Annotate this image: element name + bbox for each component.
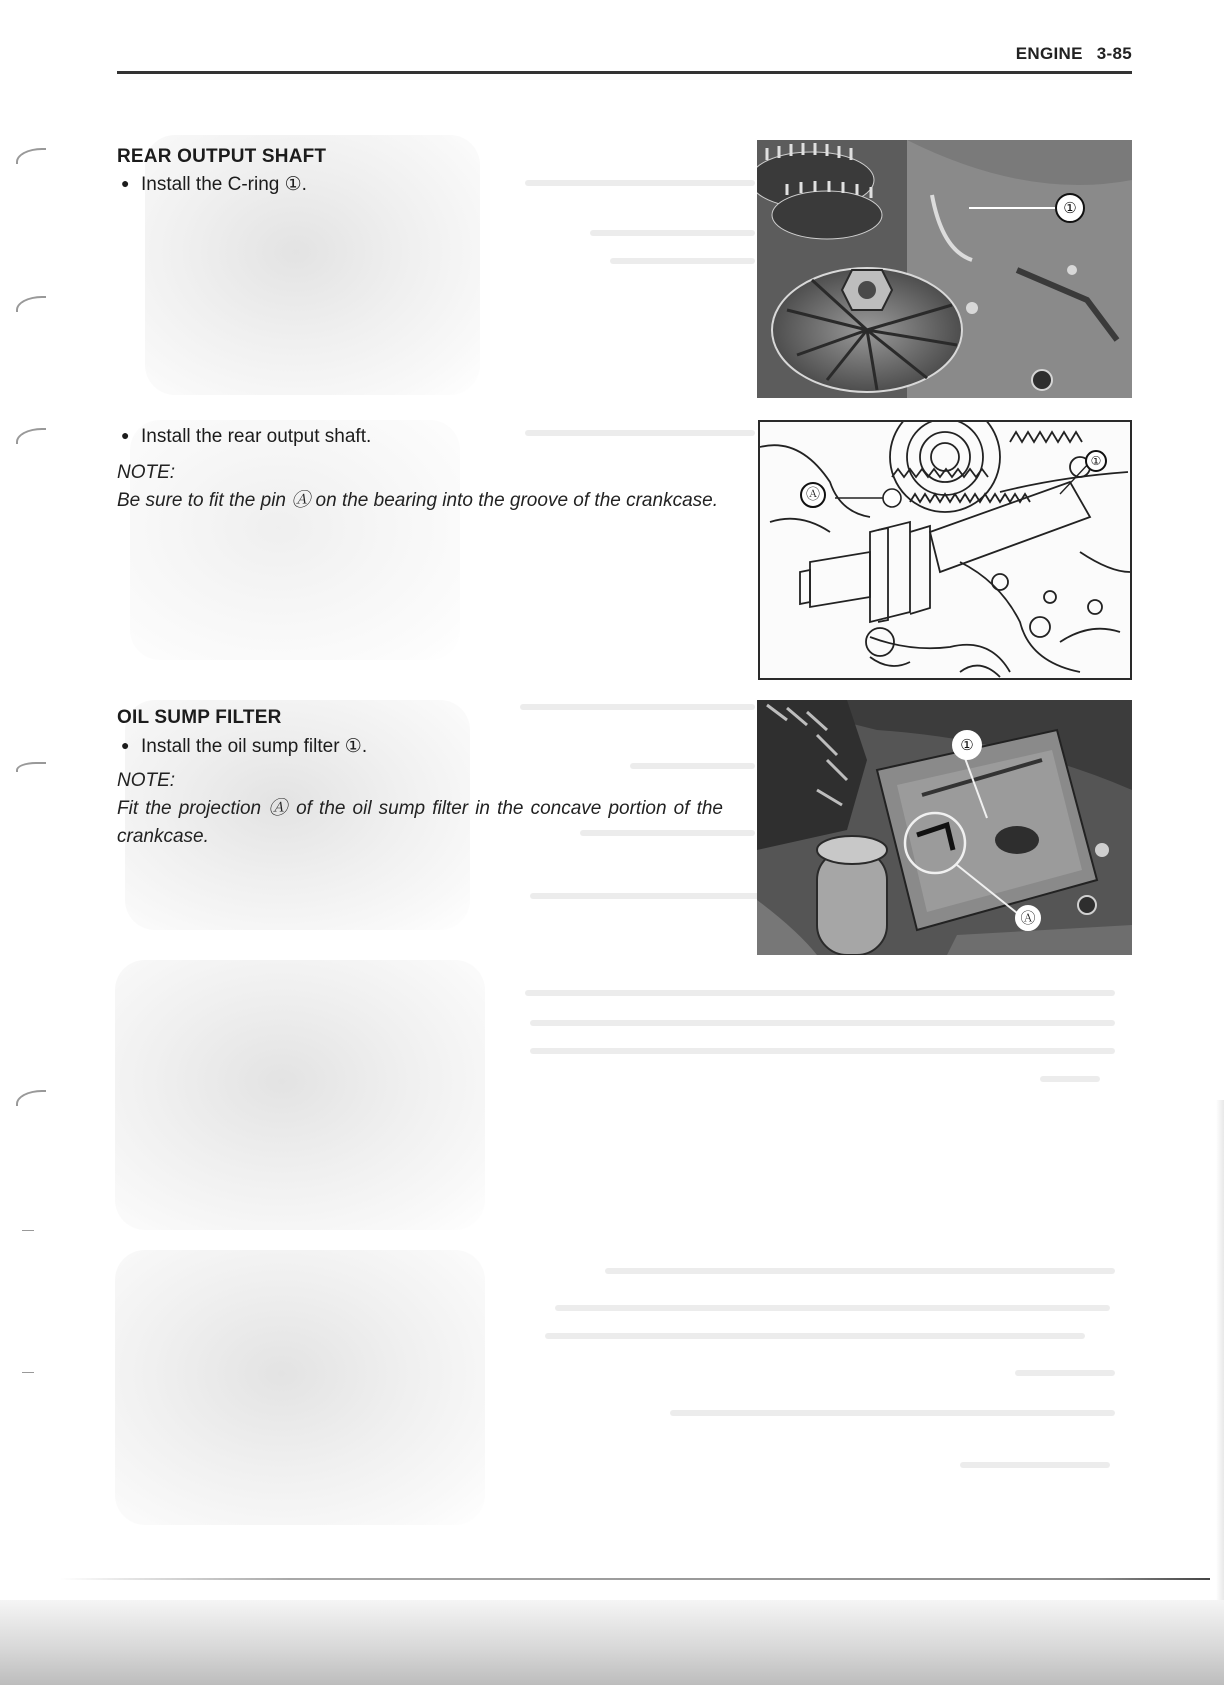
bleed-through-text [555,1305,1110,1311]
bullet-dot-icon: ● [121,427,130,443]
rear-output-shaft-diagram [760,422,1130,678]
note-text: Fit the projection Ⓐ of the oil sump filter in the concave portion of the crankcase. [117,798,723,847]
bleed-through-text [1040,1076,1100,1082]
binding-mark [22,1372,34,1373]
note-text: Be sure to fit the pin Ⓐ on the bearing into the groove of the crankcase. [117,490,718,511]
header-page-number: 3-85 [1096,44,1132,63]
bleed-through-text [530,1048,1115,1054]
scan-edge [1216,1100,1224,1600]
binding-mark [16,762,46,772]
binding-mark [16,148,46,164]
bleed-through-text [525,180,755,186]
step-text: Install the oil sump filter ①. [141,736,368,757]
bleed-through-text [520,704,755,710]
oil-sump-filter-title: OIL SUMP FILTER [117,707,282,728]
bleed-through-text [530,1020,1115,1026]
step-install-c-ring [121,173,307,196]
bullet-dot-icon: ● [121,737,130,753]
bleed-through-image [115,1250,485,1525]
step-text: Install the C-ring ①. [141,174,307,195]
note-label: NOTE: [117,462,176,483]
bleed-through-image [130,420,460,660]
oil-sump-filter-drawing [757,700,1132,955]
bleed-through-text [590,230,755,236]
bullet-dot-icon: ● [121,175,130,191]
step-text: Install the rear output shaft. [141,426,372,447]
bleed-through-text [530,893,760,899]
callout-1: ① [1055,193,1085,223]
step-install-oil-sump-filter [121,735,367,758]
callout-1: ① [1085,450,1107,472]
scan-shadow [0,1600,1224,1685]
step-install-rear-output-shaft [121,426,371,448]
callout-1: ① [952,730,982,760]
callout-a: Ⓐ [1015,905,1041,931]
bleed-through-text [545,1333,1085,1339]
bleed-through-text [630,763,755,769]
bleed-through-text [670,1410,1115,1416]
bleed-through-text [1015,1370,1115,1376]
bleed-through-text [610,258,755,264]
page-bottom-rule [60,1578,1210,1580]
page-header [1016,44,1132,64]
bleed-through-text [525,430,755,436]
rear-output-shaft-drawing [758,420,1132,680]
header-section: ENGINE [1015,44,1083,63]
binding-mark [22,1230,34,1231]
bleed-through-text [960,1462,1110,1468]
binding-mark [16,428,46,444]
c-ring-photo [757,140,1132,398]
bleed-through-text [605,1268,1115,1274]
header-rule [117,71,1132,74]
rear-output-shaft-title: REAR OUTPUT SHAFT [117,146,327,167]
bleed-through-image [115,960,485,1230]
c-ring-photo-drawing [757,140,1132,398]
binding-mark [16,1090,46,1106]
note-label: NOTE: [117,770,176,791]
binding-mark [16,296,46,312]
oil-sump-filter-photo [757,700,1132,955]
bleed-through-text [525,990,1115,996]
callout-a: Ⓐ [800,482,826,508]
